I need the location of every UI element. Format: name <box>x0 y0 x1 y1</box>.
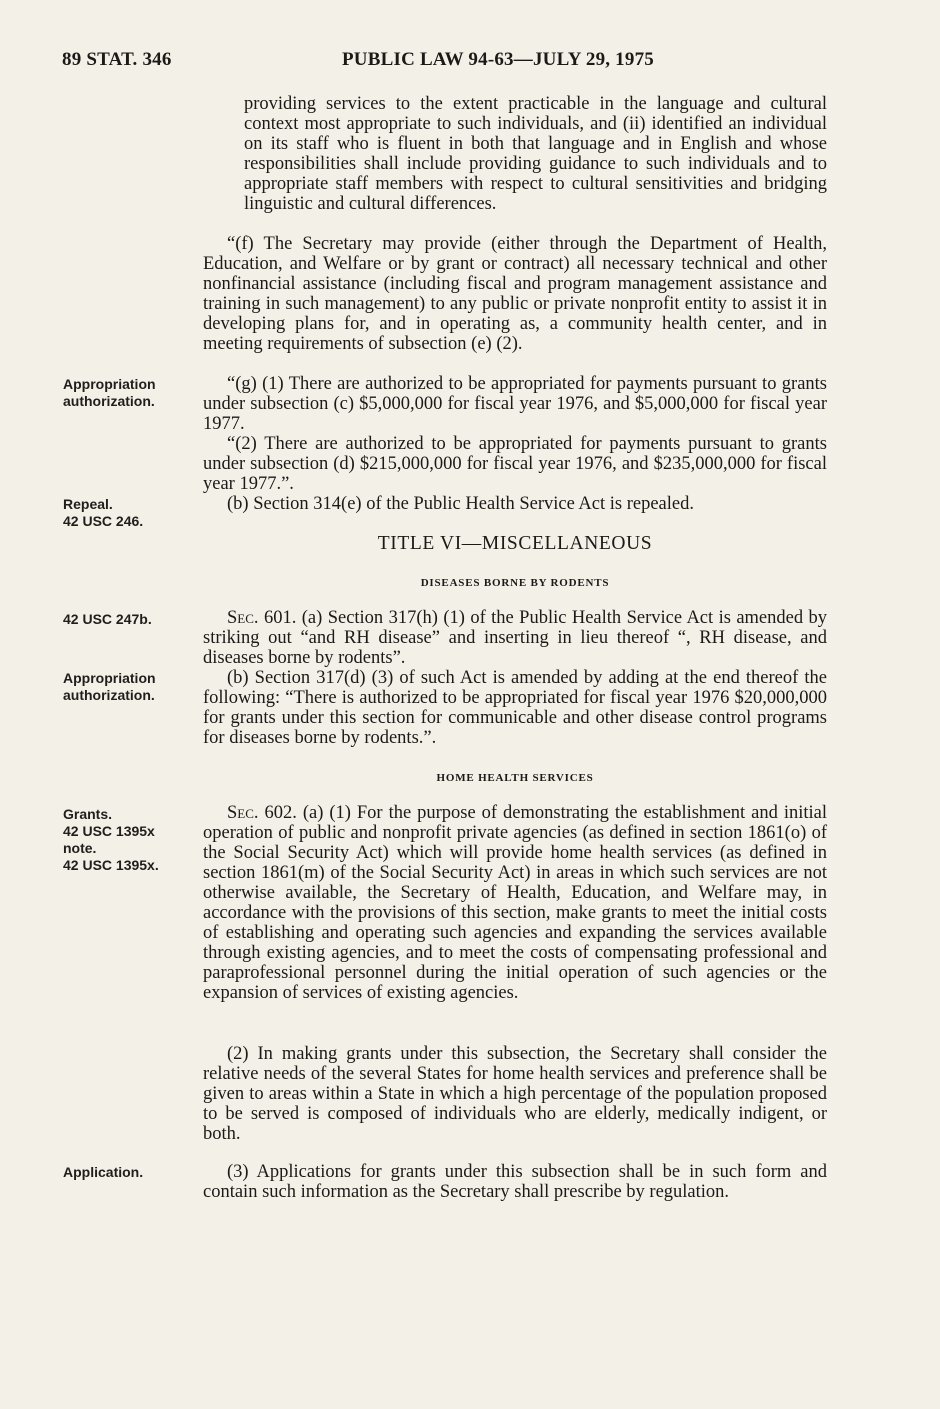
margin-note-grants <box>63 806 178 874</box>
continued-paragraph-block <box>244 94 827 214</box>
section-602-a1-text: (a) (1) For the purpose of demonstrating the establishment and initial operation of public and nonprofit private agencies (as defined in section 1861(o) of the Social Security Act) which will provide home health services (as defined in section 1861(m) of the Social Security Act) in areas in which such services are not otherwise available, the Secretary of Health, Education, and Welfare may, in accordance with the provisions of this section, make grants to meet the initial costs of establishing and operating such agencies and expanding the services available through existing agencies, and to meet the costs of compensating professional and paraprofessional personnel during the initial operation of such agencies or the expansion of services of existing agencies. <box>203 803 827 1003</box>
margin-note-usc-1395x: 42 USC 1395x. <box>63 857 159 873</box>
margin-note-appropriation-1: Appropriation authorization. <box>63 376 156 409</box>
section-602-a1-block <box>203 803 827 1003</box>
margin-note-appropriation-2: Appropriation authorization. <box>63 670 156 703</box>
paragraph-f-block <box>203 234 827 354</box>
subheading-home-health-services: HOME HEALTH SERVICES <box>436 772 594 784</box>
paragraph-f: “(f) The Secretary may provide (either through the Department of Health, Education, and Welfare or by grant or contract) all necessary technical and other nonfinancial assistance (including fiscal and program management assistance and training in such management) to any public or private nonprofit entity to assist it in developing plans for, and in operating as, a community health center, and in meeting requirements of subsection (e) (2). <box>203 234 827 354</box>
paragraph-b-repeal: (b) Section 314(e) of the Public Health Service Act is repealed. <box>227 494 694 514</box>
page-running-title: PUBLIC LAW 94-63—JULY 29, 1975 <box>342 49 654 70</box>
section-601-a-block <box>203 608 827 668</box>
section-602-a3: (3) Applications for grants under this subsection shall be in such form and contain such information as the Secretary shall prescribe by regulation. <box>203 1162 827 1202</box>
paragraph-b-repeal-block <box>203 494 827 514</box>
margin-note-usc-1395x-note: 42 USC 1395x note. <box>63 823 155 856</box>
section-602-a2-block <box>203 1044 827 1144</box>
margin-note-repeal-label: Repeal. <box>63 496 113 512</box>
section-601-b-block <box>203 668 827 748</box>
paragraph-g1-block <box>203 374 827 434</box>
margin-note-repeal-usc: 42 USC 246. <box>63 513 144 529</box>
margin-note-repeal <box>63 496 143 530</box>
margin-note-grants-label: Grants. <box>63 806 113 822</box>
section-601-label: Sec. 601. <box>227 608 297 628</box>
paragraph-g2-block <box>203 434 827 494</box>
section-602-a2: (2) In making grants under this subsection, the Secretary shall consider the relative needs of the several States for home health services and preference shall be given to areas within a State in which a high percentage of the population proposed to be served is composed of individuals who are elderly, medically indigent, or both. <box>203 1044 827 1144</box>
section-602-label: Sec. 602. <box>227 803 297 823</box>
section-601-b: (b) Section 317(d) (3) of such Act is amended by adding at the end thereof the following: “There is authorized to be appropriated for fiscal year 1976 $20,000,000 for grants under this section for communicable and other disease control programs for diseases borne by rodents.”. <box>203 668 827 748</box>
paragraph-g1: “(g) (1) There are authorized to be appropriated for payments pursuant to grants under subsection (c) $5,000,000 for fiscal year 1976, and $5,000,000 for fiscal year 1977. <box>203 374 827 434</box>
margin-note-application: Application. <box>63 1164 144 1180</box>
section-601-a <box>203 608 827 668</box>
margin-note-usc-247b: 42 USC 247b. <box>63 611 152 627</box>
section-602-a3-block <box>203 1162 827 1202</box>
section-602-a1 <box>203 803 827 1003</box>
section-601-a-text: (a) Section 317(h) (1) of the Public Health Service Act is amended by striking out “and RH disease” and inserting in lieu thereof “, RH disease, and diseases borne by rodents”. <box>203 608 828 668</box>
page-stat-number: 89 STAT. 346 <box>62 49 172 70</box>
continued-paragraph: providing services to the extent practicable in the language and cultural context most appropriate to such individuals, and (ii) identified an individual on its staff who is fluent in both that language and in English and whose responsibilities shall include providing guidance to such individuals and to appropriate staff members with respect to cultural sensitivities and bridging linguistic and cultural differences. <box>244 94 827 214</box>
paragraph-g2: “(2) There are authorized to be appropriated for payments pursuant to grants under subsection (d) $215,000,000 for fiscal year 1976, and $235,000,000 for fiscal year 1977.”. <box>203 434 827 494</box>
title-vi-heading: TITLE VI—MISCELLANEOUS <box>377 533 653 554</box>
subheading-diseases-borne-by-rodents: DISEASES BORNE BY RODENTS <box>420 577 610 589</box>
